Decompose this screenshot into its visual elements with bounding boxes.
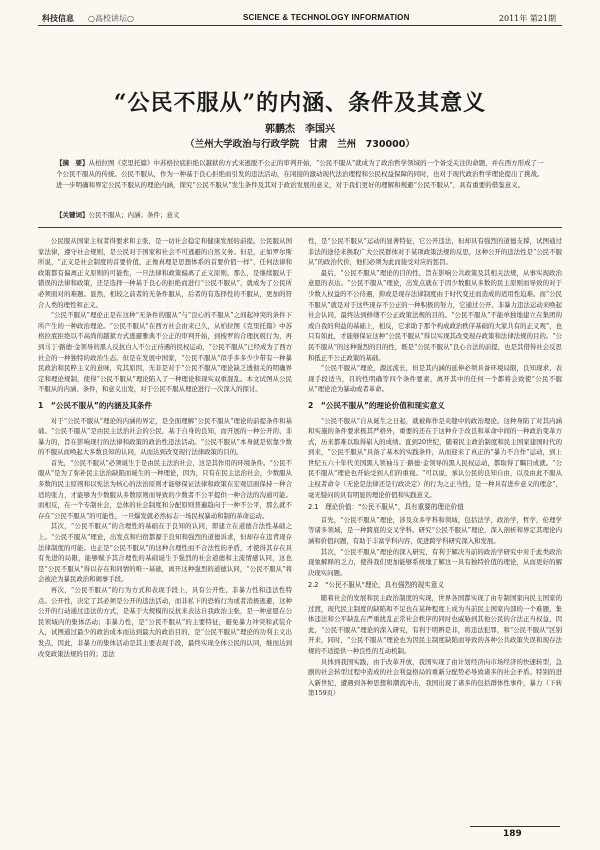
keywords-label: 【关键词】 [56, 211, 89, 219]
section-1-paragraph: 对于“公民不服从”理论的内涵的界定，是全面理解“公民不服从”理论的前提条件和基础。“公民不服从”是由民主法治社会的公民，基于自身的良知，而开展的一种公开的、非暴力的，旨在影响现行的法律和政策的政治性违法活动。“公民不服从”本身就是依靠少数的不服从而唤起大多数良知的认同，从而达到改变现行法律政策的目的。 [38, 416, 292, 457]
left-column [38, 236, 292, 659]
running-header [38, 10, 562, 26]
continued-paragraph: 性，是“公民不服从”运动的显著特征，它公开违法，但却具有强烈的道德支撑，试图通过非法的途径来换取广大公民群体对于某项政策法规的反思，这种公开的违法性是“公民不服从”的政治代价，他们必须为此而接受对应的惩罚。 [308, 237, 562, 267]
subsection-2-2-paragraph: 具体到我国实践，由于改革开放，我国实现了由计划经济向市场经济的快速转型，急剧的社会转型过程中造成的社会利益格局的重新分配势必导致诸多的社会矛盾。特别的进入新世纪，遭遇到各种思想和潮流冲击，我国出现了诸多的包括群体性事件，暴力（下转第159页） [308, 657, 562, 698]
footer-rule [470, 826, 560, 827]
section-2-heading: 2 “公民不服从”的理论价值和现实意义 [308, 400, 445, 410]
subsection-2-2-paragraph: 随着社会的发展和民主政治制度的实现，世界各国都实现了由专制国家向民主国家的过渡，现代民主制度的缺陷和不足也在某种程度上成为当前民主国家内部的一个难题，集体违法和公平缺乱在严重扰乱正常社会秩序的同时也威胁到其他公民的合法正当权益，因此，“公民不服从”理论的深入研究，有利于明辨是非，将违法犯罪，和“公民不服从”区别开来，同时，“公民不服从”理论也为因民主制度缺陷而导致的各种公共政策失误和现存法规的不适提供一种良性的互动机制。 [308, 594, 562, 655]
abstract [56, 158, 546, 190]
section-1-paragraph: 再次，“公民不服从”的行为方式和表现手段上，具有公开性、非暴力性和违法性特点。公开性，决定了其必须是公开的违法活动，而非私下的恐怖行为或者消极逃避，这种公开的行动通过违法的方式，是基于大规模的反抗来表达自我政治主张，是一种意愿在公民领域内的集体活动；非暴力性，是“公民不服从”的主要特征，避免暴力冲突和武装介入，试图通过最少的政治成本而达到最大的政治目的，是“公民不服从”理论的功利主义出发点，因此，非暴力的集体活动是其主要表现手段，最终实现全体公民的认同，继而达到改变政策法规的目的；违法 [38, 586, 292, 658]
section-1-paragraph: 最后，“公民不服从”理论的目的性，旨在影响公共政策及其相关法规，从事实现政治意愿的表达。“公民不服从”理论，出发点就在于因少数服从多数的民主原则而导致的对于少数人权益的不公待遇，抑或是现存法律制度由于时代变迁而造成的适用性迫难。而“公民不服从”就是对于这些现存不公正的一种积极的努力，它通过公开、非暴力违法运动来唤起社会认同，最终达到修缮不公正政策法规的目的。“公民不服从”不能单独地建立在集团的或自我的利益的基础上，相反，它求助于那个构成政治秩序基础的大家共有的正义观”，也只有如此，才能够保证这种“公民不服从”得以实现其改变现存政策和法律法规的目的。“公民不服从”的这种强烈的目的性，既是“公民不服从”良心合法的前提，也是其借得社会反思和抵正不公正政策的基础。 [308, 268, 562, 362]
section-1-paragraph: “公民不服从”理论，源远流长，但是其内涵的延伸必须具备环境局限，良知现求、表现手段适当，目的性明确等四个条件要素，离开其中的任何一个都将会致使“公民不服从”理论沦为暴动或者革命。 [308, 364, 562, 394]
abstract-label: 【摘 要】 [56, 159, 89, 167]
subsection-2-1-paragraph: 其次，“公民不服从”理论的深入研究，有利于解决当前的政治学研究中对于此类政治现象解释的乏力，使得我们更加能够系统地了解这一具有独特价值的理论，从而更好的解决现实问题。 [308, 547, 562, 577]
article-title: “公民不服从”的内涵、条件及其意义 [113, 90, 487, 116]
subsection-2-1-heading: 2.1 理论价值：“公民不服从”，具有重要的理论价值 [308, 503, 464, 512]
right-column [308, 236, 562, 699]
article-authors: 郭鹏杰 李国兴 [265, 124, 335, 135]
keywords [56, 210, 546, 220]
section-1-paragraph: 首先，“公民不服从”必须诞生于是由民主法治社会，这是其作用的环境条件。“公民不服从”是为了弥补民主法治缺陷而诞生的一种理论，因为，只有在民主法治社会，少数服从多数的民主原则和以宪法为核心的法治原则才能够保证法律和政策在宏观层面保持一种合适的张力，才能够为少数服从多数原则而导致的少数者不公平提供一种合法的沟通可能。而相反，在一个专制社会，总体的社会制度和分配原则普遍趋向于一种不公平，那么就不存在“公民不服从”的可能性，一旦爆发就必然标志一场民权暴动和制的革命运动。 [38, 458, 292, 520]
subsection-2-2-heading: 2.2 “公民不服从”理论，具有强烈的现实意义 [308, 581, 445, 590]
section-divider [38, 227, 562, 228]
journal-english-name: SCIENCE & TECHNOLOGY INFORMATION [243, 13, 410, 22]
page-number: 189 [503, 829, 522, 839]
intro-paragraph: 公民服从国家主权者得要求和主张，是一切社会稳定和健康发展的前提。公民服从国家法律，遵守社会规则，是公民对于国家和社会不可逃避的自然义务。但是，正如罗尔斯所说，“正义是社会制度的首要价值，正像真理是思想体系的首要价值一样”，任何法律和政策都有偏离正义原则的可能性，一旦法律和政策偏离了正义原则，那么，是继续服从于错误的法律和政策，还是选择一种基于良心的拒绝而进行“公民不服从”，就成为了公民所必须面对的难题。显然，相较之前者的无条件服从，后者的有选择性的不服从，更加的符合人类的理性和正义。 [38, 237, 292, 309]
subsection-2-1-paragraph: 首先，“公民不服从”理论，涉及众多学科和领域，包括法学，政治学，哲学，伦理学等诸多领域，是一种跨底的交叉学科。研究“公民不服从”理论，深入剖析和界定其理论内涵和价值问题，有助于丰富学科内容，促进跨学科研究深入和发展。 [308, 515, 562, 546]
section-1-heading: 1 “公民不服从”的内涵及其条件 [38, 400, 152, 410]
abstract-text: 从柏拉图《克里托篇》中苏格拉底拒绝以越狱的方式来逃脱不公正的审判开始，“公民不服从”就成为了政治哲学领域的一个备受关注的命题，并在西方形成了一个公民不服从的传统。公民不服从，作为一种基于良心拒绝而引发的违法活动，在闲接的激动现代法治理程和公民权益保障的同时，也对于现代政治哲学理论提出了挑战。进一步明确和界定公民不服从的理论内涵，探究“公民不服从”发生条件及其对于政治发展的意义，对于我们更好的理解和规避“公民不服从”，具有重要的借鉴意义。 [56, 159, 544, 189]
issue-info: 2011年 第21期 [498, 14, 556, 23]
journal-name: 科技信息 [42, 14, 74, 23]
article-affiliation: （兰州大学政治与行政学院 甘肃 兰州 730000） [185, 139, 415, 150]
section-2-intro: “公民不服从”自从诞生之日起，就被称作是夹缝中的政治理论。这种身陷了对其内涵和实施的条件要求极其严格外，重要的还在于这种介于改良和革命中间的一种政治变革方式，历来都难以取得崭入的成绩。直到20世纪，随着民主政治制度和民主国家建国时代的到来，“公民不服从”具备了基本的实践条件，从而迎来了真正的“暴力不合作”运动，到上世纪五六十年代美国黑人领袖马丁·路德·金领导的黑人民权运动，都取得了瞩目成就。“公民不服从”理论也开始受到人们的重视。“可以说，承认公民的良知自由，以及由此不服从主权者命令（无论是法律还是行政决定）的行为之正当性，是一种具有进步意义的理念”，毫无疑问的具有明显的理论价值和实践意义。 [308, 416, 562, 499]
intro-paragraph: “公民不服从”理论正是在这种“无条件的服从”与“良心的不服从”之间起冲突的条件下所产生的一种政治理论。“公民不服从”在西方社会由来已久，从柏拉图《克里托篇》中苏格拉底拒绝以不高尚的越狱方式逃避雅典不公正的审判开始，到梭罗的合理抗税行为，再到马丁·路德·金领导的黑人反抗白人不公正待遇的民权运动，“公民不服从”已经成为了西方社会的一种独特的政治生态。但是在发展中国家，“公民不服从”似乎多多少少带有一种暴民政治和民粹主义的意味，究其原因，无非是对于“公民不服从”理论缺乏透彻关的明确界定和理论规制，使得“公民不服从”理论陷入了一种理论和现实双重混乱。本文试图从公民不服从的内涵、条件，和意义出发，对于公民不服从理论进行一次深入的探讨。 [38, 311, 292, 394]
keywords-text: 公民不服从；内涵；条件；意义 [88, 211, 180, 219]
section-1-paragraph: 其次，“公民不服从”的合理性的基础在于良知的认同，即建立在道德合法性基础之上。“公民不服从”理论，出发点和归宿都源于良知和强烈的道德诉求，但却存在违背现存法律制度的可能。也正是“公民不服从”的这种合理性而不合法性的矛盾，才使得其存在具有先进的局限，能够赋予其合理性的基础诞生于强烈的社会道德和主流情感认同，这也是“公民不服从”得以存在和同情的唯一基础，离开这种强烈的道德认同，“公民不服从”将会被沦为暴民政治和闹事手段。 [38, 522, 292, 584]
column-name: ○高校讲坛○ [88, 14, 134, 23]
